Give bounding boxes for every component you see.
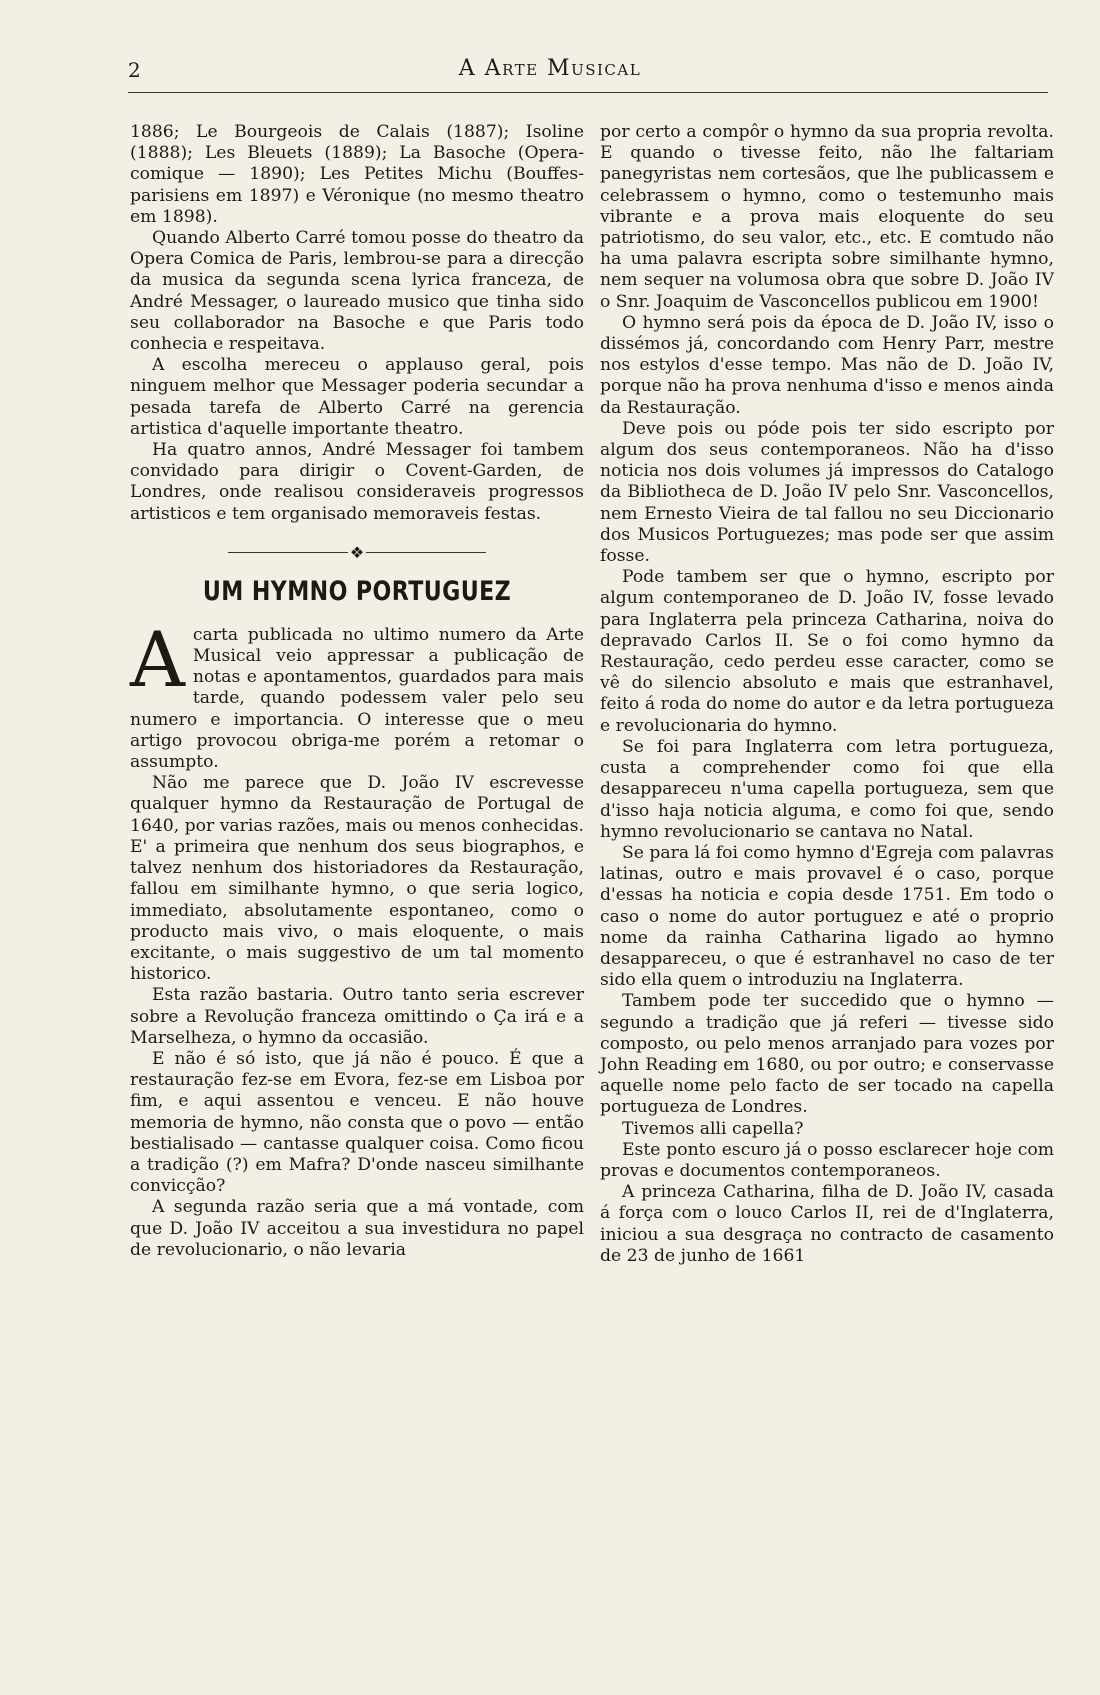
paragraph-text: carta publicada no ultimo numero da Arte Musical veio appressar a publicação de notas e apontamentos, guardados para mais tarde, quando podessem valer pelo seu numero e importancia. O interesse que o meu artigo provocou obriga-me porém a retomar o assumpto. [130, 624, 584, 773]
drop-cap: A [130, 614, 185, 704]
paragraph: A escolha mereceu o applauso geral, pois ninguem melhor que Messager poderia secundar a pesada tarefa de Alberto Carré na gerencia artistica d'aquelle importante theatro. [130, 355, 584, 439]
paragraph: Quando Alberto Carré tomou posse do theatro da Opera Comica de Paris, lembrou-se para a direcção da musica da segunda scena lyrica franceza, de André Messager, o laureado musico que tinha sido seu collaborador na Basoche e que Paris todo conhecia e respeitava. [130, 228, 584, 355]
paragraph: A segunda razão seria que a má vontade, com que D. João IV acceitou a sua investidura no papel de revolucionario, o não levaria [130, 1197, 584, 1260]
paragraph: Esta razão bastaria. Outro tanto seria escrever sobre a Revolução franceza omittindo o Ça irá e a Marselheza, o hymno da occasião. [130, 985, 584, 1048]
paragraph: Tambem pode ter succedido que o hymno — segundo a tradição que já referi — tivesse sido composto, ou pelo menos arranjado para vozes por John Reading em 1680, ou por outro; e conservasse aquelle nome pelo facto de ser tocado na capella portugueza de Londres. [600, 991, 1054, 1118]
paragraph: Tivemos alli capella? [622, 1118, 804, 1139]
paragraph: Pode tambem ser que o hymno, escripto por algum contemporaneo de D. João IV, fosse levado para Inglaterra pela princeza Catharina, noiva do depravado Carlos II. Se o foi como hymno da Restauração, cedo perdeu esse caracter, como se vê do silencio absoluto e mais que estranhavel, feito á roda do nome do autor e da letra portugueza e revolucionaria do hymno. [600, 567, 1054, 736]
article-title: UM HYMNO PORTUGUEZ [202, 575, 512, 607]
divider-line [228, 552, 348, 553]
divider-line [366, 552, 486, 553]
paragraph: Ha quatro annos, André Messager foi tambem convidado para dirigir o Covent-Garden, de Londres, onde realisou consideraveis progressos artisticos e tem organisado memoraveis festas. [130, 440, 584, 524]
paragraph: por certo a compôr o hymno da sua propria revolta. E quando o tivesse feito, não lhe faltariam panegyristas nem cortesãos, que lhe publicassem e celebrassem o hymno, como o testemunho mais vibrante e a prova mais eloquente do seu patriotismo, do seu valor, etc., etc. E comtudo não ha uma palavra escripta sobre similhante hymno, nem sequer na volumosa obra que sobre D. João IV o Snr. Joaquim de Vasconcellos publicou em 1900! [600, 122, 1054, 312]
paragraph: E não é só isto, que já não é pouco. É que a restauração fez-se em Evora, fez-se em Lisboa por fim, e aqui assentou e venceu. E não houve memoria de hymno, não consta que o povo — então bestialisado — cantasse qualquer coisa. Como ficou a tradição (?) em Mafra? D'onde nasceu similhante convicção? [130, 1048, 584, 1197]
header-rule [128, 92, 1048, 93]
paragraph: O hymno será pois da época de D. João IV, isso o dissémos já, concordando com Henry Parr, mestre nos estylos d'esse tempo. Mas não de D. João IV, porque não ha prova nenhuma d'isso e menos ainda da Restauração. [600, 312, 1054, 418]
paragraph-with-dropcap [130, 614, 584, 773]
paragraph: Este ponto escuro já o posso esclarecer hoje com provas e documentos contemporaneos. [600, 1139, 1054, 1181]
paragraph: 1886; Le Bourgeois de Calais (1887); Isoline (1888); Les Bleuets (1889); La Basoche (Opera-comique — 1890); Les Petites Michu (Bouffes-parisiens em 1897) e Véronique (no mesmo theatro em 1898). [130, 122, 584, 227]
paragraph: A princeza Catharina, filha de D. João IV, casada á força com o louco Carlos II, rei de d'Inglaterra, iniciou a sua desgraça no contracto de casamento de 23 de junho de 1661 [600, 1182, 1054, 1266]
paragraph: Deve pois ou póde pois ter sido escripto por algum dos seus contemporaneos. Não ha d'isso noticia nos dois volumes já impressos do Catalogo da Bibliotheca de D. João IV pelo Snr. Vasconcellos, nem Ernesto Vieira de tal fallou no seu Diccionario dos Musicos Portuguezes; mas pode ser que assim fosse. [600, 418, 1054, 567]
running-header-title: A Arte Musical [458, 56, 642, 81]
paragraph: Se foi para Inglaterra com letra portugueza, custa a comprehender como foi que ella desappareceu n'uma capella portugueza, sem que d'isso haja noticia alguma, e como foi que, sendo hymno revolucionario se cantava no Natal. [600, 736, 1054, 842]
page-number: 2 [128, 58, 141, 82]
fleuron-icon: ❖ [349, 542, 365, 562]
left-column [130, 122, 584, 1261]
paragraph: Se para lá foi como hymno d'Egreja com palavras latinas, outro e mais provavel é o caso, porque d'essas ha noticia e copia desde 1751. Em todo o caso o nome do autor portuguez e até o proprio nome da rainha Catharina ligado ao hymno desappareceu, o que é estranhavel no caso de ter sido ella quem o introduziu na Inglaterra. [600, 842, 1054, 991]
section-divider [130, 542, 584, 562]
right-column [600, 122, 1054, 1267]
paragraph: Não me parece que D. João IV escrevesse qualquer hymno da Restauração de Portugal de 1640, por varias razões, mais ou menos conhecidas. E' a primeira que nenhum dos seus biographos, e talvez nenhum dos historiadores da Restauração, fallou em similhante hymno, o que seria logico, immediato, absolutamente espontaneo, como o producto mais vivo, o mais eloquente, o mais excitante, o mais suggestivo de um tal momento historico. [130, 773, 585, 985]
